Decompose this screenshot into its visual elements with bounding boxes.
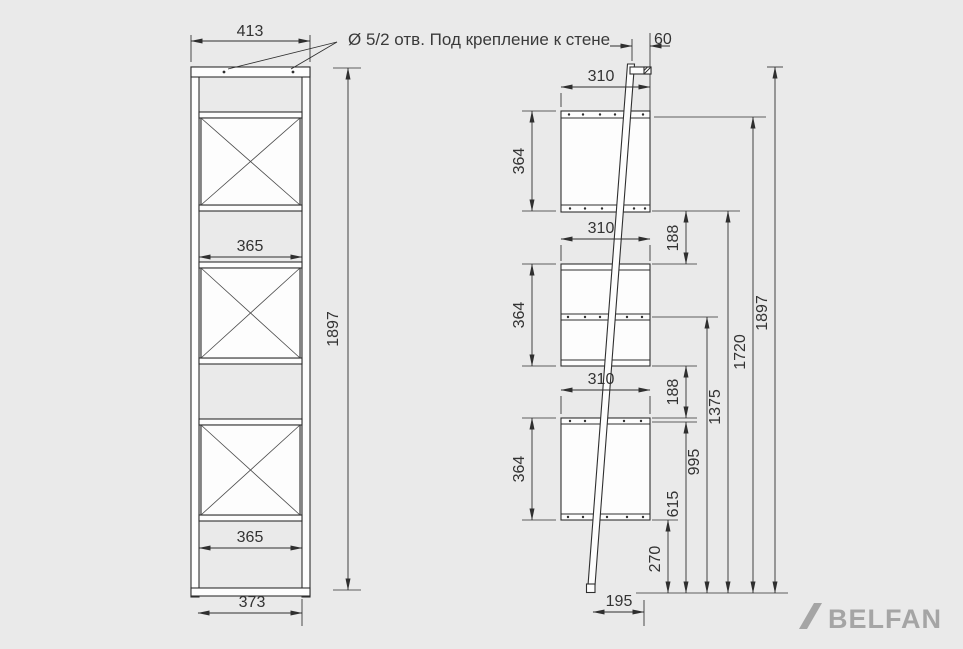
front-right-rail xyxy=(302,67,310,597)
dim-label-gap-upper: 188 xyxy=(665,224,682,252)
dim-height-upper-shelf-bottom xyxy=(707,211,728,593)
dim-label-height-total-side: 1897 xyxy=(754,295,771,331)
side-view xyxy=(511,31,788,626)
dim-foot-offset xyxy=(593,593,644,626)
dim-label-shelf-width-lower: 365 xyxy=(236,529,264,546)
logo-text: BELFAN xyxy=(828,604,942,634)
front-left-rail xyxy=(191,67,199,597)
front-x-panel-middle xyxy=(201,268,300,358)
annotation-leader-lines xyxy=(228,42,337,69)
dim-gap-lower xyxy=(665,366,686,418)
dim-label-height-middle-shelf: 995 xyxy=(686,448,703,476)
dim-front-base-width xyxy=(198,594,302,626)
dim-box-height-middle xyxy=(511,264,556,366)
dim-label-height-lower-shelf: 615 xyxy=(665,490,682,518)
dim-height-middle-shelf xyxy=(686,317,707,593)
height-extension-lines xyxy=(652,67,783,520)
screw-hole-dot xyxy=(223,71,226,74)
dim-label-top-width: 413 xyxy=(236,23,264,40)
dim-gap-upper xyxy=(665,211,686,264)
dim-label-total-height-front: 1897 xyxy=(325,311,342,347)
rail-foot-cap xyxy=(587,584,596,593)
dim-wall-offset-top xyxy=(610,31,672,61)
dim-label-wall-offset: 60 xyxy=(654,31,672,48)
dim-label-box-height-top: 364 xyxy=(511,147,528,175)
bracket-hatch xyxy=(644,67,651,74)
dim-front-shelf-width-lower xyxy=(199,529,302,548)
dim-label-box-height-bottom: 364 xyxy=(511,455,528,483)
dim-label-height-top-shelf: 1720 xyxy=(732,334,749,370)
wall-mount-annotation: Ø 5/2 отв. Под крепление к стене xyxy=(348,30,611,49)
dim-front-total-height xyxy=(325,68,361,590)
dim-box-height-bottom xyxy=(511,418,556,520)
dim-label-height-base: 270 xyxy=(647,545,664,573)
dim-front-top-width xyxy=(191,23,310,62)
dim-label-depth-middle: 310 xyxy=(587,220,615,237)
dim-label-gap-lower: 188 xyxy=(665,378,682,406)
dim-label-shelf-width-upper: 365 xyxy=(236,238,264,255)
brand-logo xyxy=(799,603,942,634)
dim-label-height-upper-shelf-bottom: 1375 xyxy=(707,389,724,425)
screw-hole-dot xyxy=(292,71,295,74)
front-view xyxy=(191,23,361,626)
dim-label-foot-offset: 195 xyxy=(605,593,633,610)
front-x-panel-bottom xyxy=(201,425,300,515)
side-box-top xyxy=(561,111,650,212)
front-x-panel-top xyxy=(201,118,300,205)
dim-label-depth-top: 310 xyxy=(587,68,615,85)
dim-height-base xyxy=(647,520,668,593)
dim-label-depth-bottom: 310 xyxy=(587,371,615,388)
dim-front-shelf-width-upper xyxy=(199,238,302,257)
dim-box-height-top xyxy=(511,111,556,211)
logo-slash-icon xyxy=(799,603,822,629)
dim-height-top-shelf xyxy=(732,117,753,593)
dim-label-box-height-middle: 364 xyxy=(511,301,528,329)
dim-depth-middle xyxy=(561,220,650,261)
dim-label-base-width: 373 xyxy=(238,594,266,611)
dim-height-total-side xyxy=(754,67,775,593)
